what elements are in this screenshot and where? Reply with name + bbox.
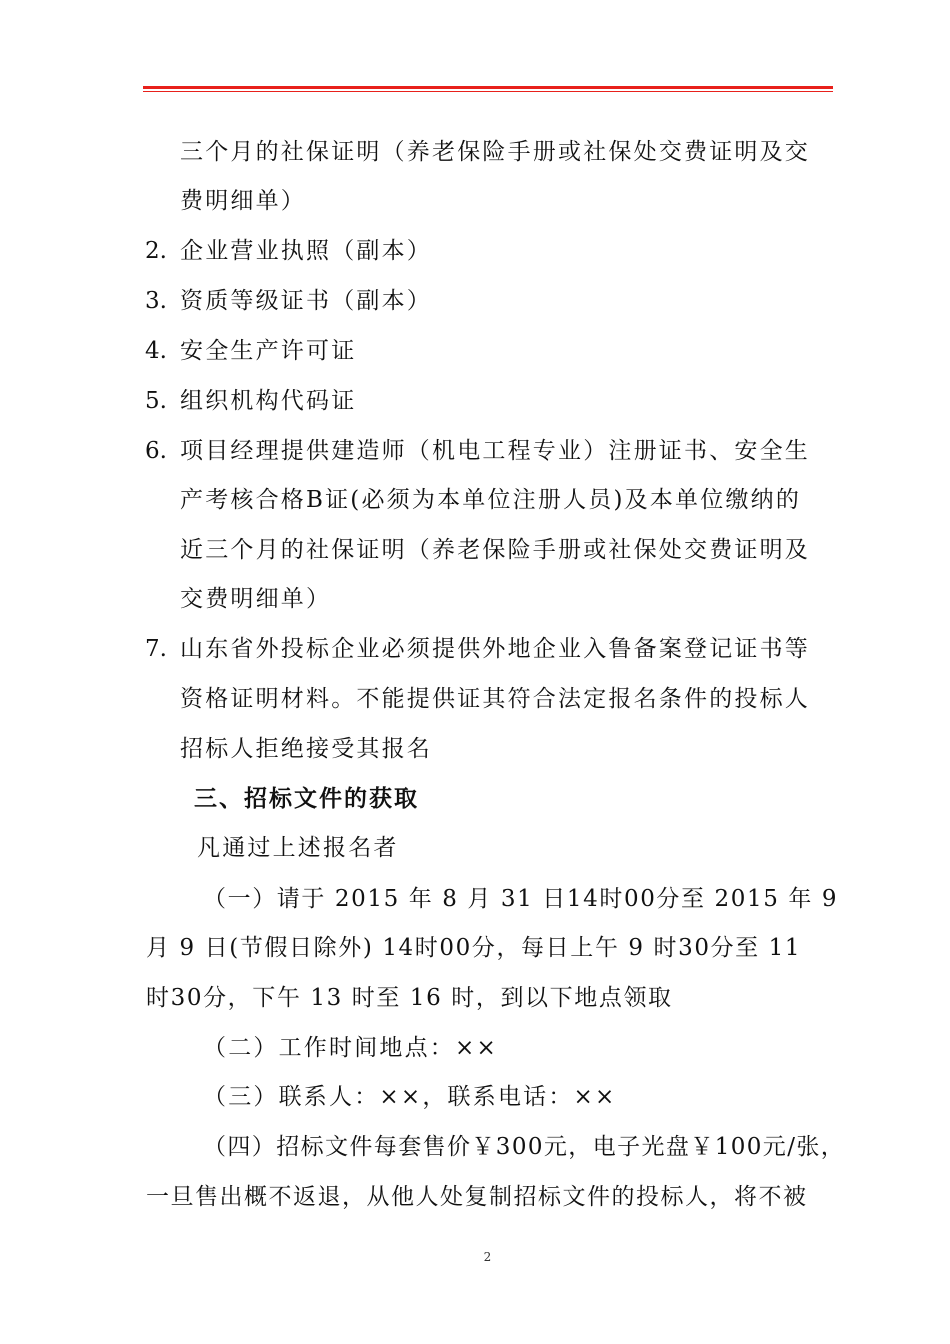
intro-text: 凡通过上述报名者 — [197, 835, 399, 861]
paragraph-line: 一旦售出概不返退，从他人处复制招标文件的投标人，将不被 — [146, 1184, 808, 1210]
section-heading: 三、招标文件的获取 — [194, 786, 419, 812]
list-item-line: 产考核合格B证(必须为本单位注册人员)及本单位缴纳的 — [180, 487, 802, 513]
list-number: 3. — [145, 288, 167, 314]
paragraph-line: 月 9 日(节假日除外) 14时00分，每日上午 9 时30分至 11 — [146, 935, 802, 961]
list-item-line: 山东省外投标企业必须提供外地企业入鲁备案登记证书等 — [180, 636, 810, 662]
list-item-line: 近三个月的社保证明（养老保险手册或社保处交费证明及 — [180, 537, 810, 563]
continued-line: 三个月的社保证明（养老保险手册或社保处交费证明及交 — [180, 139, 810, 165]
paragraph-line: 时30分，下午 13 时至 16 时，到以下地点领取 — [146, 985, 673, 1011]
list-item-line: 招标人拒绝接受其报名 — [180, 736, 432, 762]
paragraph-line: （二）工作时间地点：×× — [203, 1035, 498, 1061]
header-rule-thick — [143, 86, 833, 89]
list-number: 7. — [145, 636, 167, 662]
paragraph-line: （四）招标文件每套售价￥300元，电子光盘￥100元/张， — [203, 1134, 846, 1160]
list-number: 4. — [145, 338, 167, 364]
header-rule-thin — [143, 91, 833, 92]
list-number: 2. — [145, 238, 167, 264]
list-number: 5. — [145, 388, 167, 414]
list-item-line: 安全生产许可证 — [180, 338, 357, 364]
list-item-line: 企业营业执照（副本） — [180, 238, 432, 264]
continued-line: 费明细单） — [180, 188, 306, 214]
page-number: 2 — [483, 1250, 492, 1264]
list-item-line: 资格证明材料。不能提供证其符合法定报名条件的投标人 — [180, 686, 810, 712]
paragraph-line: （一）请于 2015 年 8 月 31 日14时00分至 2015 年 9 — [203, 886, 839, 912]
list-item-line: 资质等级证书（副本） — [180, 288, 432, 314]
list-item-line: 项目经理提供建造师（机电工程专业）注册证书、安全生 — [180, 438, 810, 464]
paragraph-line: （三）联系人：××，联系电话：×× — [203, 1084, 617, 1110]
list-number: 6. — [145, 438, 167, 464]
list-item-line: 交费明细单） — [180, 586, 332, 612]
list-item-line: 组织机构代码证 — [180, 388, 357, 414]
